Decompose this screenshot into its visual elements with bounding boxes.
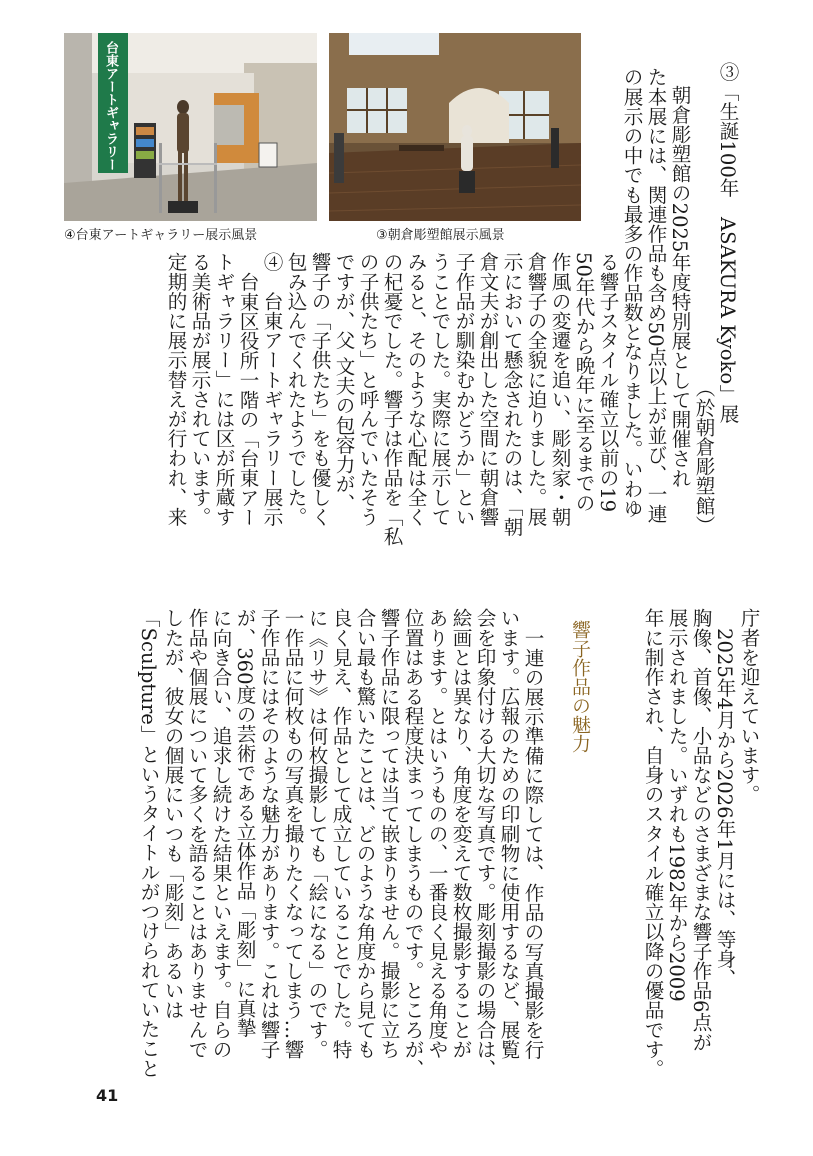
upper-column: の子供たち」と呼んでいたそう xyxy=(356,252,379,527)
upper-column: （於朝倉彫塑館） xyxy=(692,378,715,535)
lower-column: あります。とはいうものの、一番良く見える角度や xyxy=(425,608,448,1059)
photo-caption-taito: ④台東アートギャラリー展示風景 xyxy=(64,228,258,243)
lower-column: 年に制作され、自身のスタイル確立以降の優品です。 xyxy=(641,608,664,1079)
lower-column: 展示されました。いずれも1982年から2009 xyxy=(665,608,688,1002)
lower-column: 一連の展示準備に際しては、作品の写真撮影を行 xyxy=(521,628,544,1060)
upper-column: 倉文夫が創出した空間に朝倉響 xyxy=(476,252,499,527)
lower-column: 胸像、首像、小品などのさまざまな響子作品6点が xyxy=(689,608,712,1052)
photo-asakura-museum xyxy=(329,33,581,221)
upper-column: 作風の変遷を追い、彫刻家・朝 xyxy=(548,252,571,527)
page-number: 41 xyxy=(96,1086,119,1105)
lower-column: 位置はある程度決まってしまうものです。ところが、 xyxy=(401,608,424,1079)
upper-column: みると、そのような心配は全く xyxy=(404,252,427,527)
lower-column: 2025年4月から2026年1月には、等身、 xyxy=(713,628,736,988)
lower-column: 良く見え、作品として成立していることでした。特 xyxy=(329,608,352,1059)
lower-column: したが、彼女の個展にいつも「彫刻」あるいは xyxy=(161,608,184,1020)
photo-taito-art-gallery xyxy=(64,33,317,221)
lower-column: 庁者を迎えています。 xyxy=(737,608,760,804)
lower-column: 合い最も驚いたことは、どのような角度から見ても xyxy=(353,608,376,1059)
lower-column: 「Sculpture」というタイトルがつけられていたこと xyxy=(137,608,160,1078)
upper-column: ですが、父 文夫の包容力が、 xyxy=(332,252,355,514)
lower-column: 絵画とは異なり、角度を変えて数枚撮影することが xyxy=(449,608,472,1059)
upper-column: る美術品が展示されています。 xyxy=(188,252,211,527)
lower-column: 一作品に何枚もの写真を撮りたくなってしまう…響 xyxy=(281,608,304,1059)
upper-column: 響子の「子供たち」をも優しく xyxy=(308,252,331,527)
upper-column: ④ 台東アートギャラリー展示 xyxy=(260,252,283,527)
lower-column: 作品や個展について多くを語ることはありませんで xyxy=(185,608,208,1059)
upper-column: ③「生誕100年 ASAKURA Kyoko」展 xyxy=(716,62,739,424)
upper-column: 包み込んでくれたようでした。 xyxy=(284,252,307,527)
upper-column: た本展には、関連作品も含め50点以上が並び、一連 xyxy=(644,67,667,524)
upper-column: うことでした。実際に展示して xyxy=(428,252,451,527)
lower-column: が、360度の芸術である立体作品「彫刻」に真摯 xyxy=(233,608,256,1038)
upper-column: の杞憂でした。響子は作品を「私 xyxy=(380,252,403,546)
lower-column: 会を印象付ける大切な写真です。彫刻撮影の場合は、 xyxy=(473,608,496,1079)
lower-column: に向き合い、追求し続けた結果といえます。自らの xyxy=(209,608,232,1059)
lower-column: に《リサ》は何枚撮影しても「絵になる」のです。 xyxy=(305,608,328,1059)
upper-column: 朝倉彫塑館の2025年度特別展として開催され xyxy=(668,85,691,488)
upper-column: る響子スタイル確立以前の19 xyxy=(596,252,619,513)
upper-column: 台東区役所一階の「台東アー xyxy=(236,272,259,527)
upper-column: 示において懸念されたのは、「朝 xyxy=(500,252,523,537)
lower-column: 子作品にはそのような魅力があります。これは響子 xyxy=(257,608,280,1059)
upper-column: 50年代から晩年に至るまでの xyxy=(572,252,595,513)
upper-column: の展示の中でも最多の作品数となりました。いわゆ xyxy=(620,67,643,518)
photo-asakura-museum-image xyxy=(329,33,581,221)
upper-column: トギャラリー」には区が所蔵す xyxy=(212,252,235,527)
photo-caption-asakura: ③朝倉彫塑館展示風景 xyxy=(376,228,505,243)
upper-column: 子作品が馴染むかどうか」とい xyxy=(452,252,475,527)
upper-column: 倉響子の全貌に迫りました。展 xyxy=(524,252,547,527)
lower-column: 響子作品に限っては当て嵌まりません。撮影に立ち xyxy=(377,608,400,1059)
lower-column: います。広報のための印刷物に使用するなど、展覧 xyxy=(497,608,520,1059)
upper-column: 定期的に展示替えが行われ、来 xyxy=(164,252,187,527)
gallery-sign-text: 台東アートギャラリー xyxy=(103,41,118,171)
section-heading: 響子作品の魅力 xyxy=(569,620,591,753)
